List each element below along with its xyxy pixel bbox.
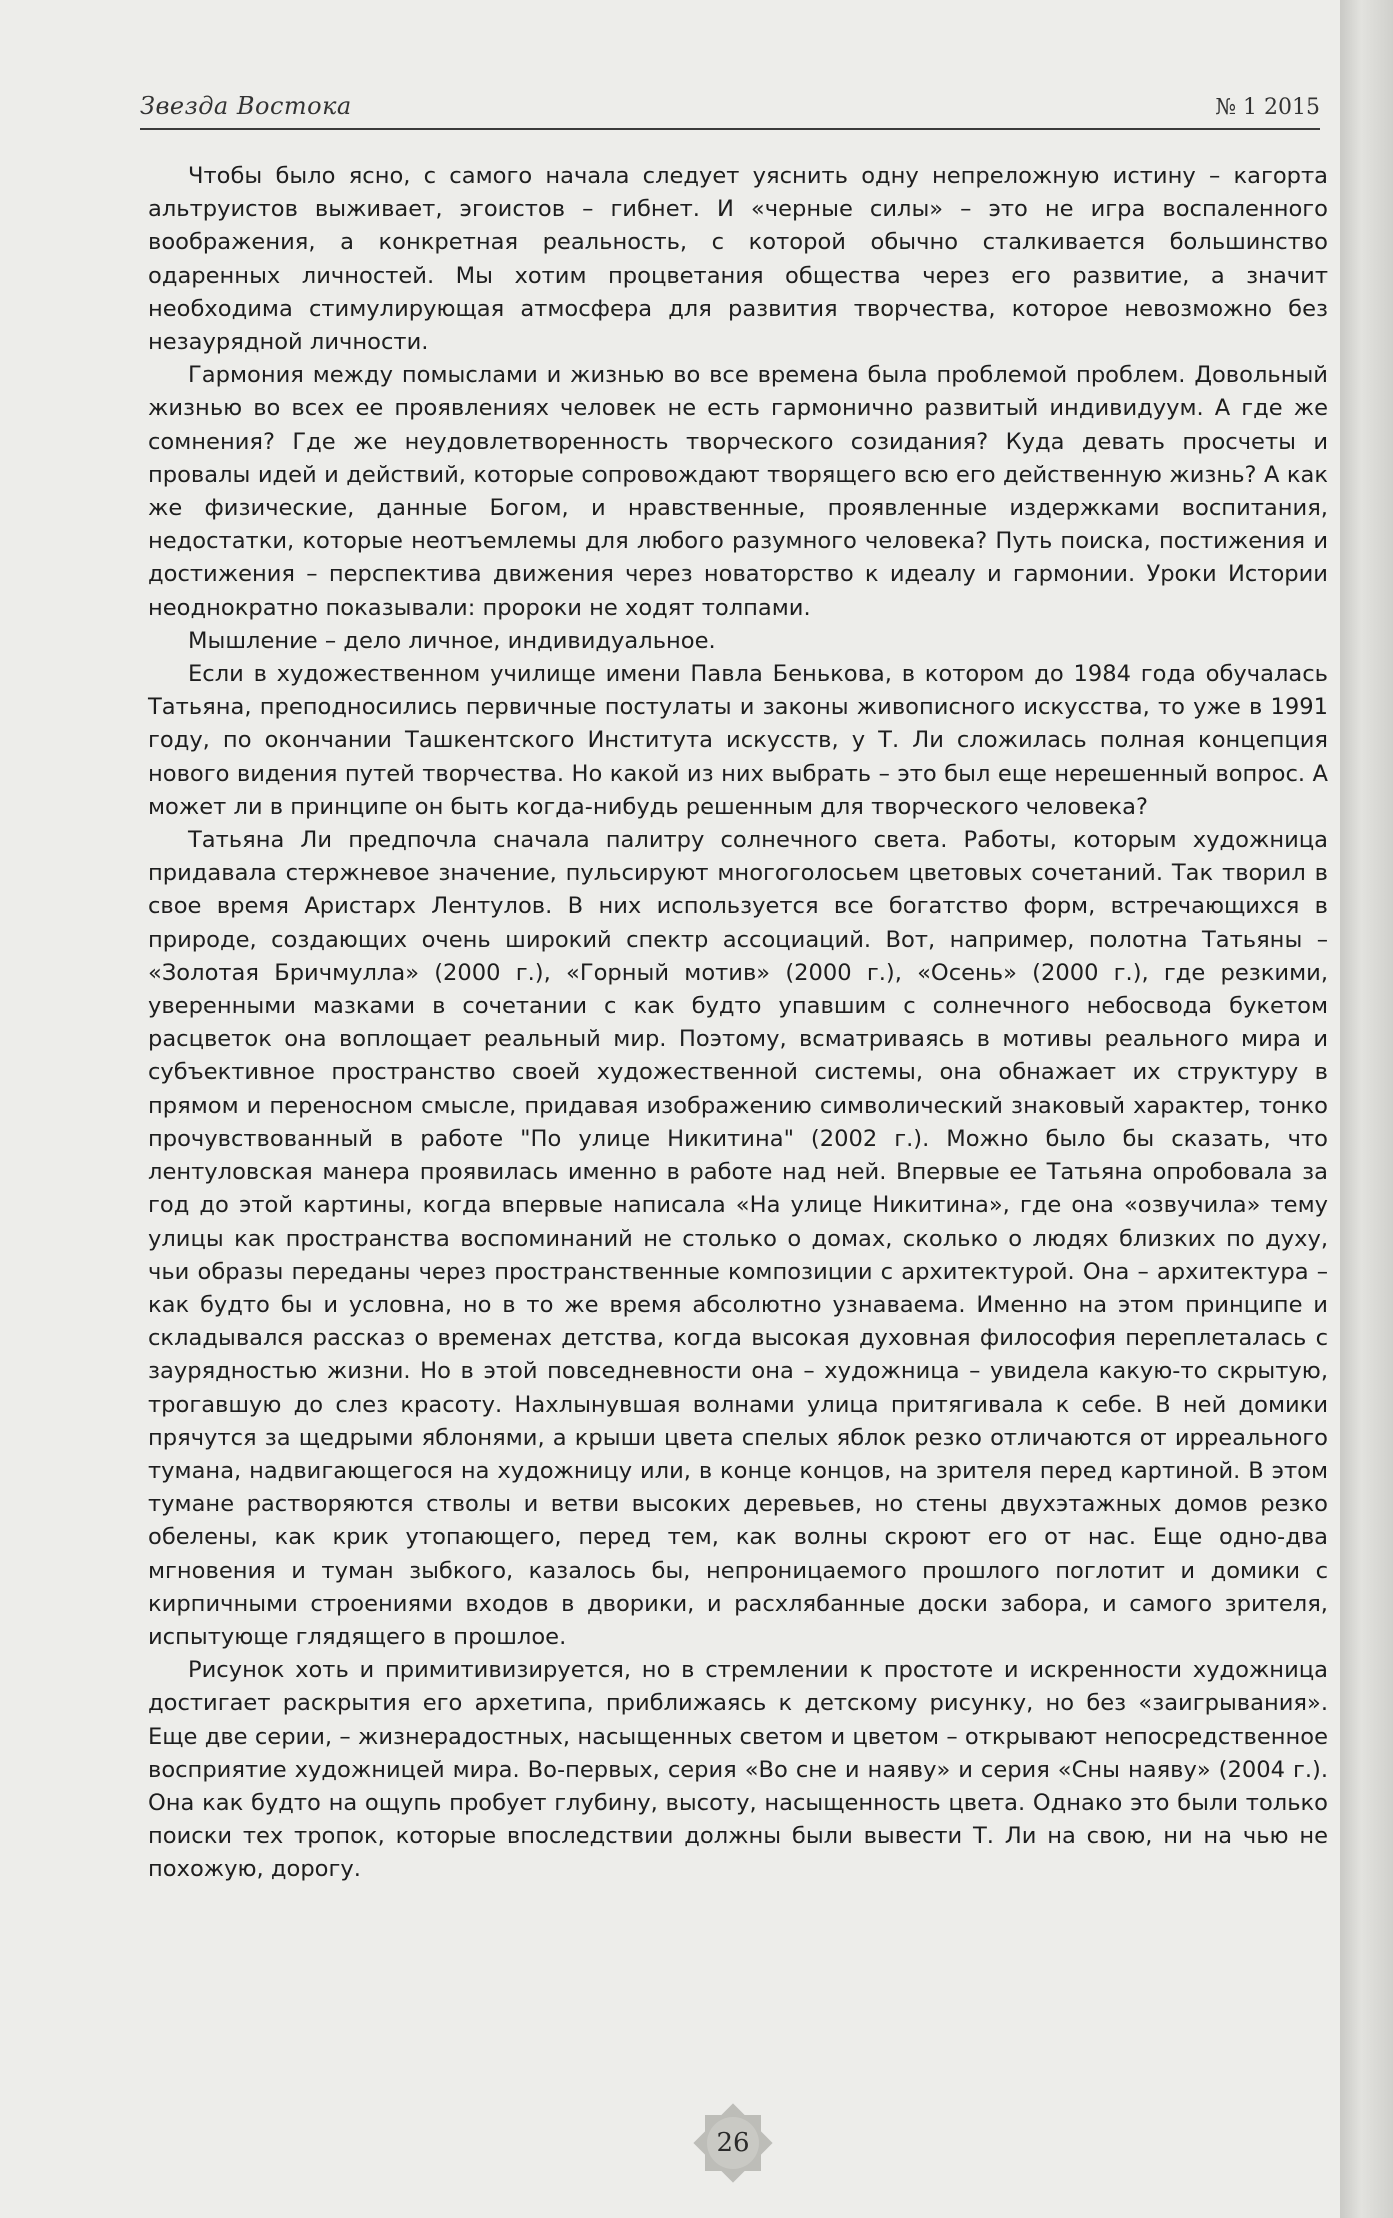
page-edge: [1340, 0, 1393, 2218]
paragraph: Татьяна Ли предпочла сначала палитру солнечного света. Работы, которым художница придавала стержневое значение, пульсируют многоголосьем цветовых сочетаний. Так творил в свое время Аристарх Лентулов. В них используется все богатство форм, встречающихся в природе, создающих очень широкий спектр ассоциаций. Вот, например, полотна Татьяны – «Золотая Бричмулла» (2000 г.), «Горный мотив» (2000 г.), «Осень» (2000 г.), где резкими, уверенными мазками в сочетании с как будто упавшим с солнечного небосвода букетом расцветок она воплощает реальный мир. Поэтому, всматриваясь в мотивы реального мира и субъективное пространство своей художественной системы, она обнажает их структуру в прямом и переносном смысле, придавая изображению символический знаковый характер, тонко прочувствованный в работе "По улице Никитина" (2002 г.). Можно было бы сказать, что лентуловская манера проявилась именно в работе над ней. Впервые ее Татьяна опробовала за год до этой картины, когда впервые написала «На улице Никитина», где она «озвучила» тему улицы как пространства воспоминаний не столько о домах, сколько о людях близких по духу, чьи образы переданы через пространственные композиции с архитектурой. Она – архитектура – как будто бы и условна, но в то же время абсолютно узнаваема. Именно на этом принципе и складывался рассказ о временах детства, когда высокая духовная философия переплеталась с заурядностью жизни. Но в этой повседневности она – художница – увидела какую-то скрытую, трогавшую до слез красоту. Нахлынувшая волнами улица притягивала к себе. В ней домики прячутся за щедрыми яблонями, а крыши цвета спелых яблок резко отличаются от ирреального тумана, надвигающегося на художницу или, в конце концов, на зрителя перед картиной. В этом тумане растворяются стволы и ветви высоких деревьев, но стены двухэтажных домов резко обелены, как крик утопающего, перед тем, как волны скроют его от нас. Еще одно-два мгновения и туман зыбкого, казалось бы, непроницаемого прошлого поглотит и домики с кирпичными строениями входов в дворики, и расхлябанные доски забора, и самого зрителя, испытующе глядящего в прошлое.: [148, 827, 1328, 1650]
paragraph: Гармония между помыслами и жизнью во все времена была проблемой проблем. Довольный жизнью во всех ее проявлениях человек не есть гармонично развитый индивидуум. А где же сомнения? Где же неудовлетворенность творческого созидания? Куда девать просчеты и провалы идей и действий, которые сопровождают творящего всю его действенную жизнь? А как же физические, данные Богом, и нравственные, проявленные издержками воспитания, недостатки, которые неотъемлемы для любого разумного человека? Путь поиска, постижения и достижения – перспектива движения через новаторство к идеалу и гармонии. Уроки Истории неоднократно показывали: пророки не ходят толпами.: [148, 362, 1328, 621]
page-number: 26: [716, 2128, 750, 2158]
running-header: [140, 78, 1320, 130]
journal-title: Звезда Востока: [140, 92, 352, 120]
issue-number: № 1 2015: [1215, 95, 1320, 120]
paragraph: Если в художественном училище имени Павла Бенькова, в котором до 1984 года обучалась Татьяна, преподносились первичные постулаты и законы живописного искусства, то уже в 1991 году, по окончании Ташкентского Института искусств, у Т. Ли сложилась полная концепция нового видения путей творчества. Но какой из них выбрать – это был еще нерешенный вопрос. А может ли в принципе он быть когда-нибудь решенным для творческого человека?: [148, 661, 1328, 820]
paragraph: Рисунок хоть и примитивизируется, но в стремлении к простоте и искренности художница достигает раскрытия его архетипа, приближаясь к детскому рисунку, но без «заигрывания». Еще две серии, – жизнерадостных, насыщенных светом и цветом – открывают непосредственное восприятие художницей мира. Во-первых, серия «Во сне и наяву» и серия «Сны наяву» (2004 г.). Она как будто на ощупь пробует глубину, высоту, насыщенность цвета. Однако это были только поиски тех тропок, которые впоследствии должны были вывести Т. Ли на свою, ни на чью не похожую, дорогу.: [148, 1657, 1328, 1883]
paragraph: Мышление – дело личное, индивидуальное.: [188, 627, 716, 654]
paragraph: Чтобы было ясно, с самого начала следует уяснить одну непреложную истину – кагорта альтруистов выживает, эгоистов – гибнет. И «черные силы» – это не игра воспаленного воображения, а конкретная реальность, с которой обычно сталкивается большинство одаренных личностей. Мы хотим процветания общества через его развитие, а значит необходима стимулирующая атмосфера для развития творчества, которое невозможно без незаурядной личности.: [148, 163, 1328, 356]
page-footer: [688, 2098, 778, 2188]
article-body: [148, 160, 1328, 1887]
